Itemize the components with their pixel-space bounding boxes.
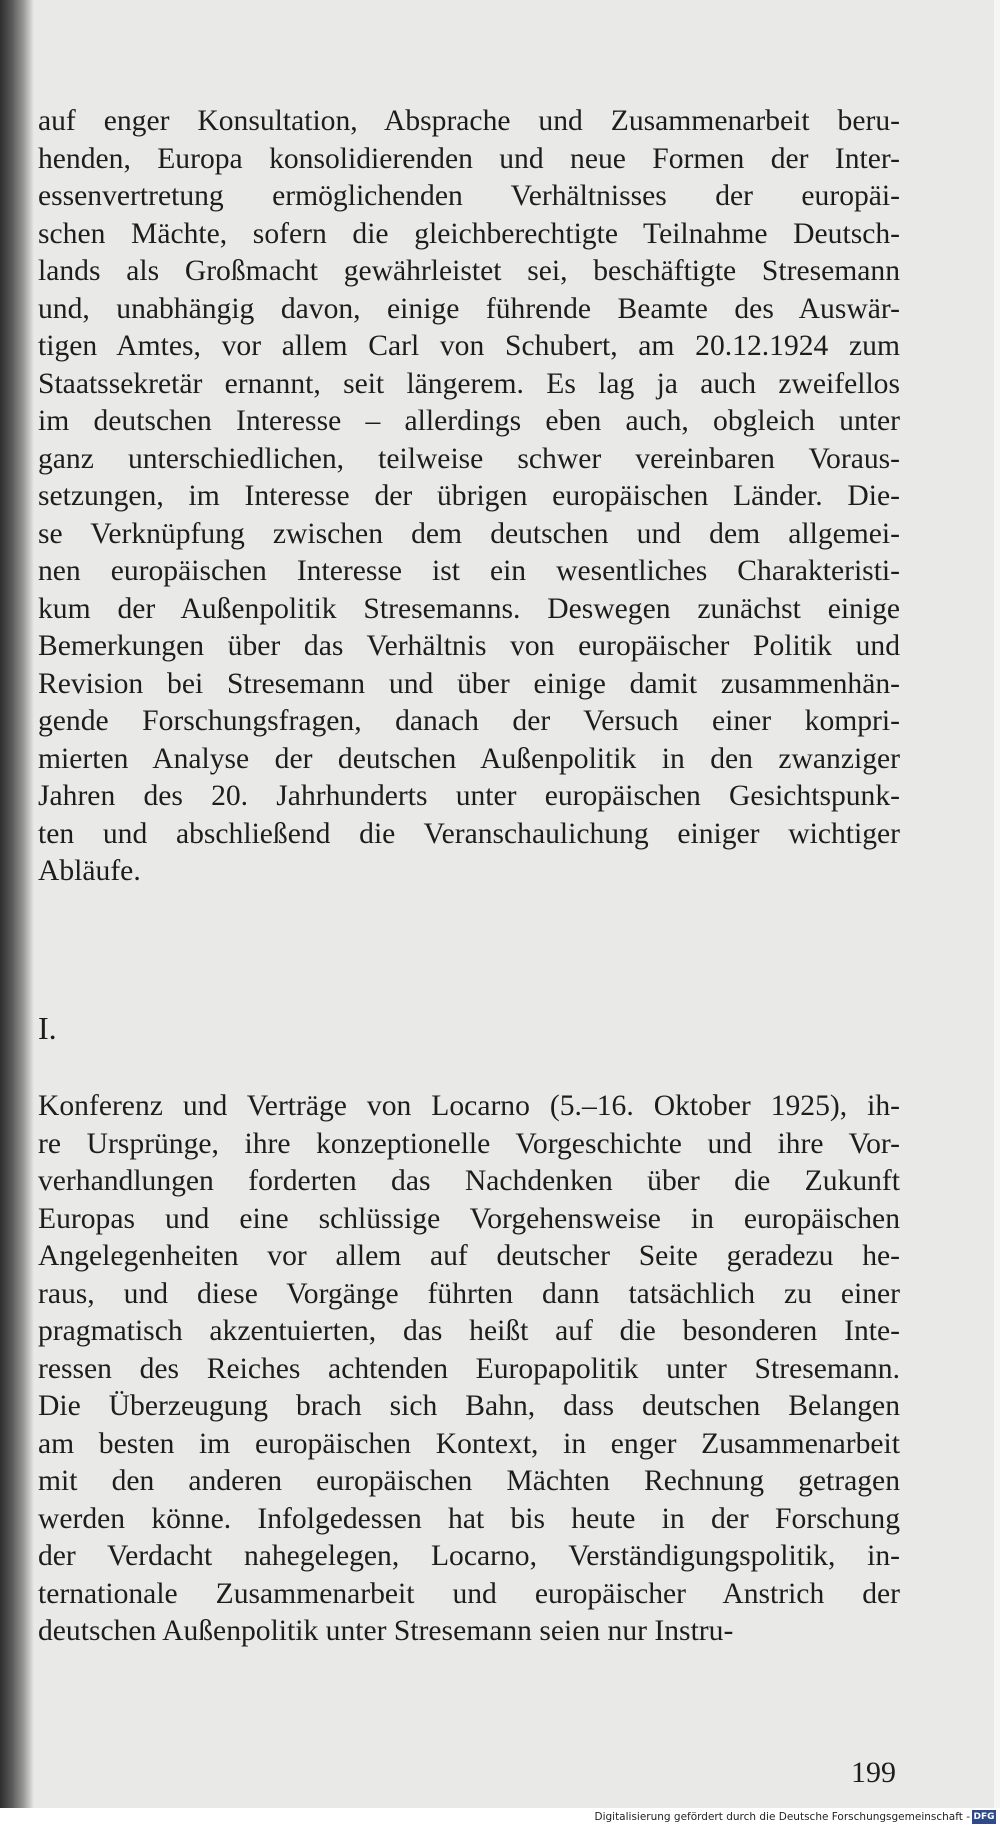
text-line: deutschen Außenpolitik unter Stresemann seien nur Instru- (38, 1615, 734, 1647)
paragraph-2 (38, 1088, 900, 1651)
text-line: lands als Großmacht gewährleistet sei, beschäftigte Stresemann (38, 255, 900, 287)
text-line: re Ursprünge, ihre konzeptionelle Vorgeschichte und ihre Vor- (38, 1127, 900, 1160)
text-line: Abläufe. (38, 855, 141, 887)
text-line: der Verdacht nahegelegen, Locarno, Verständigungspolitik, in- (38, 1540, 900, 1572)
text-line: Europas und eine schlüssige Vorgehensweise in europäischen (38, 1202, 900, 1235)
text-line: kum der Außenpolitik Stresemanns. Deswegen zunächst einige (38, 592, 900, 625)
text-line: henden, Europa konsolidierenden und neue Formen der Inter- (38, 142, 900, 175)
text-line: ten und abschließend die Veranschaulichung einiger wichtiger (38, 817, 900, 850)
text-line: mierten Analyse der deutschen Außenpolitik in den zwanziger (38, 742, 900, 775)
text-line: ganz unterschiedlichen, teilweise schwer vereinbaren Voraus- (38, 442, 900, 475)
text-line: mit den anderen europäischen Mächten Rechnung getragen (38, 1465, 900, 1497)
text-line: Die Überzeugung brach sich Bahn, dass deutschen Belangen (38, 1390, 900, 1422)
text-line: Staatssekretär ernannt, seit längerem. Es lag ja auch zweifellos (38, 367, 900, 400)
text-line: tigen Amtes, vor allem Carl von Schubert, am 20.12.1924 zum (38, 330, 900, 362)
text-line: verhandlungen forderten das Nachdenken über die Zukunft (38, 1165, 900, 1197)
text-line: ternationale Zusammenarbeit und europäischer Anstrich der (38, 1577, 900, 1610)
digitization-footer (0, 1808, 1000, 1828)
text-line: ressen des Reiches achtenden Europapolitik unter Stresemann. (38, 1352, 900, 1385)
page-number: 199 (851, 1756, 896, 1789)
text-line: Konferenz und Verträge von Locarno (5.–16. Oktober 1925), ih- (38, 1090, 900, 1122)
text-line: raus, und diese Vorgänge führten dann tatsächlich zu einer (38, 1277, 900, 1310)
text-line: setzungen, im Interesse der übrigen europäischen Länder. Die- (38, 480, 900, 512)
text-line: und, unabhängig davon, einige führende Beamte des Auswär- (38, 292, 900, 325)
text-line: se Verknüpfung zwischen dem deutschen und dem allgemei- (38, 517, 900, 550)
dfg-logo: DFG (973, 1812, 995, 1822)
text-line: essenvertretung ermöglichenden Verhältnisses der europäi- (38, 180, 900, 212)
text-line: am besten im europäischen Kontext, in enger Zusammenarbeit (38, 1427, 900, 1460)
section-heading: I. (38, 1010, 57, 1046)
page-edge (994, 0, 1000, 1810)
text-line: im deutschen Interesse – allerdings eben auch, obgleich unter (38, 405, 900, 437)
paragraph-1 (38, 103, 900, 891)
footer-text: Digitalisierung gefördert durch die Deutsche Forschungsgemeinschaft - (594, 1811, 970, 1823)
text-line: werden könne. Infolgedessen hat bis heute in der Forschung (38, 1502, 900, 1535)
text-line: auf enger Konsultation, Absprache und Zusammenarbeit beru- (38, 105, 900, 137)
text-line: nen europäischen Interesse ist ein wesentliches Charakteristi- (38, 555, 900, 587)
text-line: pragmatisch akzentuierten, das heißt auf die besonderen Inte- (38, 1315, 900, 1347)
text-line: schen Mächte, sofern die gleichberechtigte Teilnahme Deutsch- (38, 217, 900, 250)
text-line: Angelegenheiten vor allem auf deutscher Seite geradezu he- (38, 1240, 900, 1272)
binding-shadow (0, 0, 34, 1828)
text-line: Revision bei Stresemann und über einige damit zusammenhän- (38, 667, 900, 700)
text-line: Bemerkungen über das Verhältnis von europäischer Politik und (38, 630, 900, 662)
text-line: gende Forschungsfragen, danach der Versuch einer kompri- (38, 705, 900, 737)
text-line: Jahren des 20. Jahrhunderts unter europäischen Gesichtspunk- (38, 780, 900, 812)
